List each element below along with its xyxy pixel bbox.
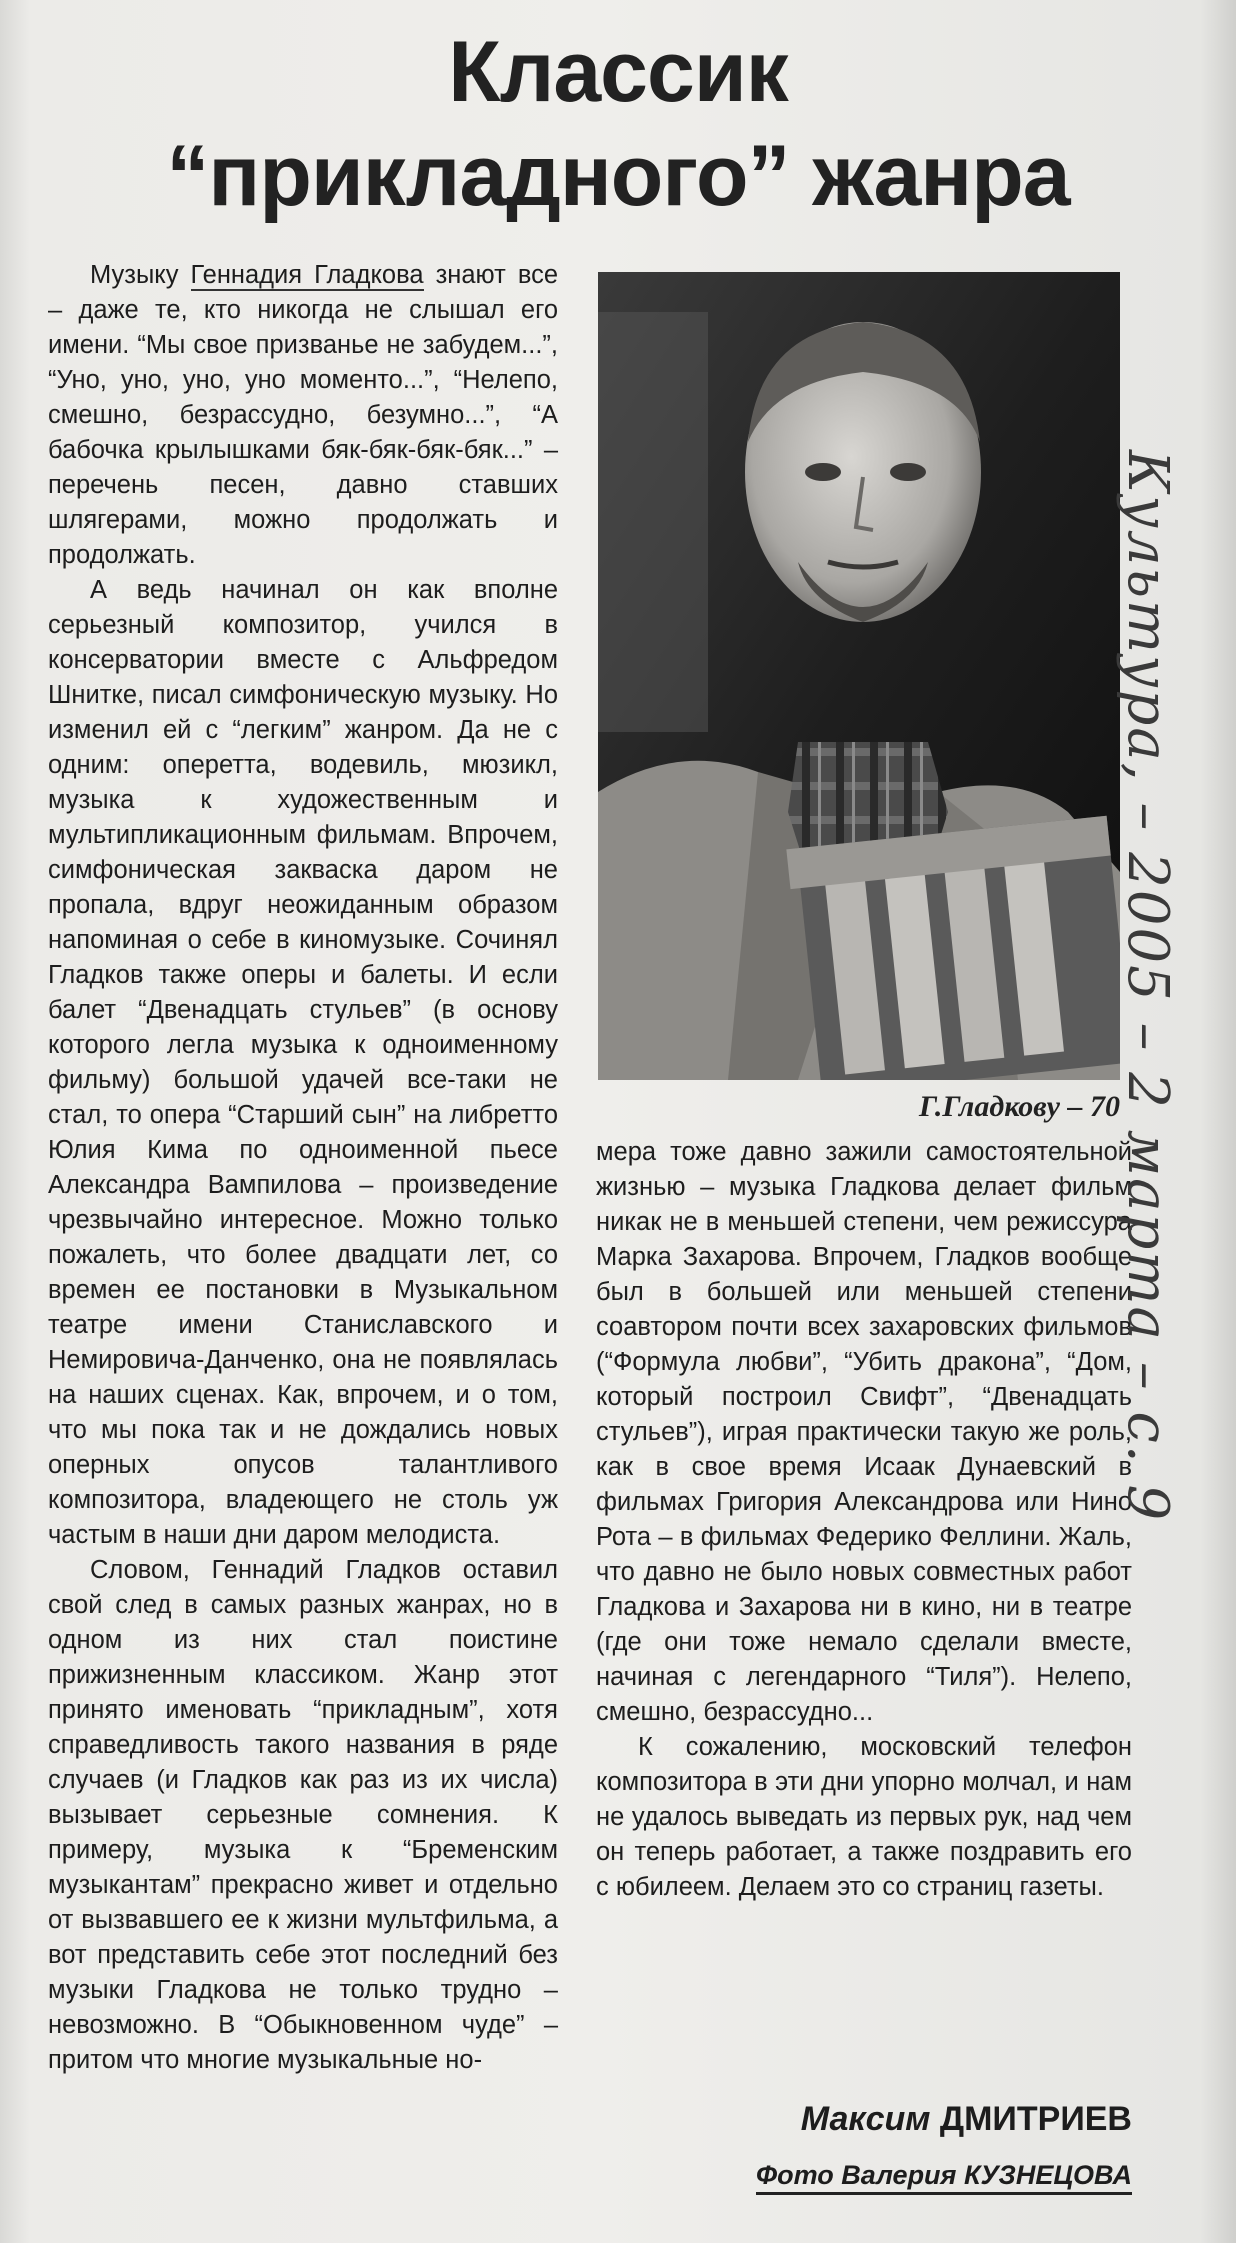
underlined-name: Геннадия Гладкова: [190, 261, 424, 289]
author-last-name: ДМИТРИЕВ: [939, 2100, 1132, 2138]
photo-caption: Г.Гладкову – 70: [919, 1090, 1120, 1123]
article-left-column: [48, 258, 558, 2078]
article-right-column: [596, 1135, 1132, 1905]
paragraph: К сожалению, московский телефон композитора в эти дни упорно молчал, и нам не удалось выведать из первых рук, над чем он теперь работает, а также поздравить его с юбилеем. Делаем это со страниц газеты.: [596, 1733, 1132, 1901]
author-first-name: Максим: [800, 2100, 931, 2138]
portrait-photo: [598, 272, 1120, 1080]
paragraph: Музыку Геннадия Гладкова знают все – даже те, кто никогда не слышал его имени. “Мы свое призванье не забудем...”, “Уно, уно, уно, уно моменто...”, “Нелепо, смешно, безрассудно, безумно...”, “А бабочка крылышками бяк-бяк-бяк-бяк...” – перечень песен, давно ставших шлягерами, можно продолжать и продолжать.: [48, 261, 559, 569]
headline-line-2: “прикладного” жанра: [166, 128, 1070, 224]
photo-credit: [596, 2160, 1132, 2191]
photo-credit-text: Фото Валерия КУЗНЕЦОВА: [756, 2160, 1132, 2195]
portrait-illustration: [598, 272, 1120, 1080]
paragraph: А ведь начинал он как вполне серьезный композитор, учился в консерватории вместе с Альфредом Шнитке, писал симфоническую музыку. Но изменил ей с “легким” жанром. Да не с одним: оперетта, водевиль, мюзикл, музыка к художественным и мультипликационным фильмам. Впрочем, симфоническая закваска даром не пропала, вдруг неожиданным образом напоминая о себе в киномузыке. Сочинял Гладков также оперы и балеты. И если балет “Двенадцать стульев” (в основу которого легла музыка к одноименному фильму) большой удачей все-таки не стал, то опера “Старший сын” на либретто Юлия Кима по одноименной пьесе Александра Вампилова – произведение чрезвычайно интересное. Можно только пожалеть, что более двадцати лет, со времен ее постановки в Музыкальном театре имени Станиславского и Немировича-Данченко, она не появлялась на наших сценах. Как, впрочем, и о том, что мы пока так и не дождались новых оперных опусов талантливого композитора, владеющего не столь уж частым в наши дни даром мелодиста.: [48, 576, 558, 1549]
headline-line-1: Классик: [448, 24, 788, 120]
paragraph: Словом, Геннадий Гладков оставил свой след в самых разных жанрах, но в одном из них стал поистине прижизненным классиком. Жанр этот принято именовать “прикладным”, хотя справедливость такого названия в ряде случаев (и Гладков как раз из их числа) вызывает серьезные сомнения. К примеру, музыка к “Бременским музыкантам” прекрасно живет и отдельно от вызвавшего ее к жизни мультфильма, а вот представить себе этот последний без музыки Гладкова не только трудно – невозможно. В “Обыкновенном чуде” – притом что многие музыкальные но-: [48, 1556, 558, 2074]
headline: [0, 20, 1236, 228]
author-byline: [596, 2100, 1132, 2139]
paragraph: мера тоже давно зажили самостоятельной жизнью – музыка Гладкова делает фильм никак не в меньшей степени, чем режиссура Марка Захарова. Впрочем, Гладков вообще был в большей или меньшей степени соавтором почти всех захаровских фильмов (“Формула любви”, “Убить дракона”, “Дом, который построил Свифт”, “Двенадцать стульев”), играя практически такую же роль, как в свое время Исаак Дунаевский в фильмах Григория Александрова или Нино Рота – в фильмах Федерико Феллини. Жаль, что давно не было новых совместных работ Гладкова и Захарова ни в кино, ни в театре (где они тоже немало сделали вместе, начиная с легендарного “Тиля”). Нелепо, смешно, безрассудно...: [596, 1138, 1132, 1726]
handwritten-note: Культура, – 2005 – 2 марта – с. 9: [1115, 450, 1180, 1523]
